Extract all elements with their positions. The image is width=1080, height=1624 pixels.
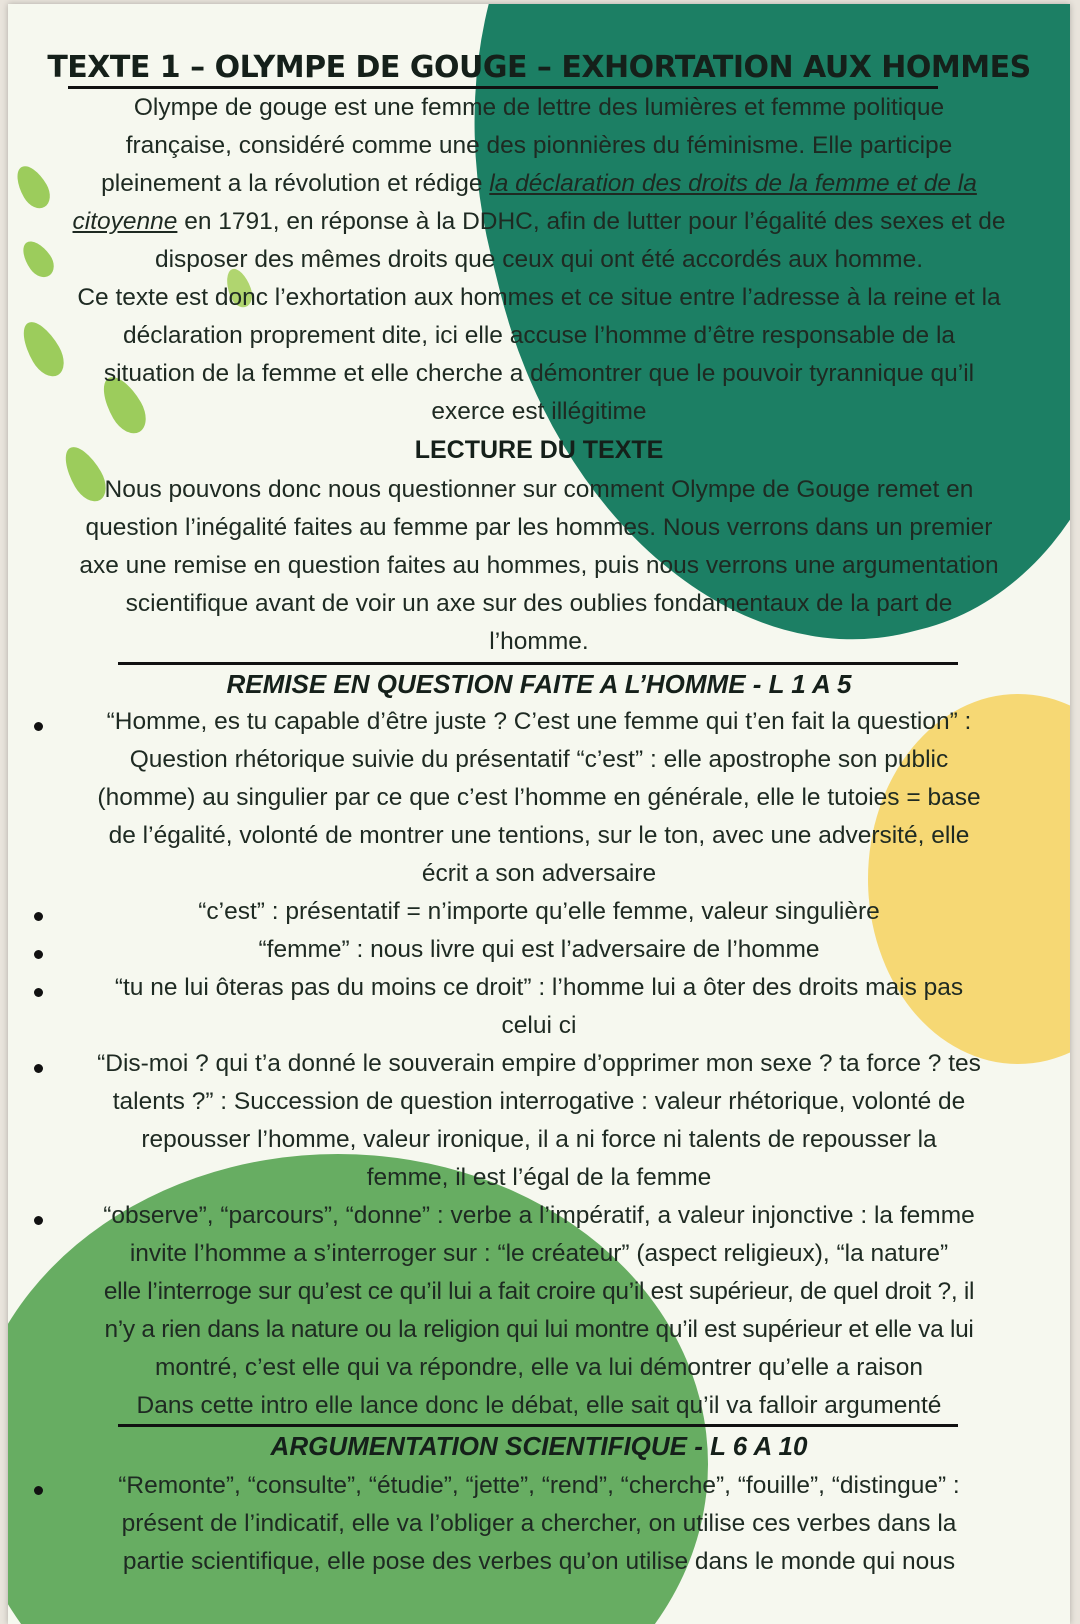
section1-heading: REMISE EN QUESTION FAITE A L’HOMME - L 1 A 5 [226, 669, 852, 699]
closing-line: Dans cette intro elle lance donc le débat, elle sait qu’il va falloir argumenté [136, 1392, 942, 1419]
problem-line: scientifique avant de voir un axe sur des oublies fondamentaux de la part de [125, 590, 953, 617]
intro-line: disposer des mêmes droits que ceux qui ont été accordés aux homme. [154, 246, 924, 273]
bullet-line: femme, il est l’égal de la femme [366, 1164, 712, 1191]
bullet-line: repousser l’homme, valeur ironique, il a ni force ni talents de repousser la [141, 1126, 937, 1153]
intro-line: exerce est illégitime [431, 398, 647, 425]
bullet-line: de l’égalité, volonté de montrer une tentions, sur le ton, avec une adversité, elle [108, 822, 970, 849]
problem-line: Nous pouvons donc nous questionner sur comment Olympe de Gouge remet en [104, 476, 974, 503]
work-title: citoyenne [72, 208, 178, 235]
bullet-line: présent de l’indicatif, elle va l’obliger a chercher, on utilise ces verbes dans la [121, 1510, 957, 1537]
bullet-line: celui ci [501, 1012, 577, 1039]
bullet-line: “Dis-moi ? qui t’a donné le souverain empire d’opprimer mon sexe ? ta force ? tes [97, 1050, 981, 1077]
page-title: TEXTE 1 – OLYMPE DE GOUGE – EXHORTATION AUX HOMMES [47, 50, 1031, 85]
bullet-line: écrit a son adversaire [421, 860, 657, 887]
bullet-line: “c’est” : présentatif = n’importe qu’elle femme, valeur singulière [198, 898, 880, 925]
section-divider [118, 662, 958, 665]
worksheet-page [8, 4, 1070, 1624]
bullet-line: partie scientifique, elle pose des verbes qu’on utilise dans le monde qui nous [122, 1548, 956, 1575]
intro-line: française, considéré comme une des pionnières du féminisme. Elle participe [125, 132, 953, 159]
problem-line: axe une remise en question faites au hommes, puis nous verrons une argumentation [79, 552, 999, 579]
bullet-line: “femme” : nous livre qui est l’adversaire de l’homme [258, 936, 820, 963]
lecture-heading: LECTURE DU TEXTE [414, 436, 664, 464]
bullet-line: “Remonte”, “consulte”, “étudie”, “jette”, “rend”, “cherche”, “fouille”, “distingue” : [118, 1472, 960, 1499]
section2-heading: ARGUMENTATION SCIENTIFIQUE - L 6 A 10 [270, 1431, 808, 1461]
intro-line: Ce texte est donc l’exhortation aux hommes et ce situe entre l’adresse à la reine et la [77, 284, 1001, 311]
bullet-line: n’y a rien dans la nature ou la religion qui lui montre qu’il est supérieur et elle va lui [104, 1316, 974, 1343]
intro-line: Olympe de gouge est une femme de lettre des lumières et femme politique [133, 94, 945, 121]
bullet-line: “observe”, “parcours”, “donne” : verbe a l’impératif, a valeur injonctive : la femme [103, 1202, 975, 1229]
intro-line: déclaration proprement dite, ici elle accuse l’homme d’être responsable de la [122, 322, 956, 349]
intro-line: situation de la femme et elle cherche a démontrer que le pouvoir tyrannique qu’il [103, 360, 975, 387]
bullet-line: (homme) au singulier par ce que c’est l’homme en générale, elle le tutoies = base [97, 784, 981, 811]
bullet-line: “tu ne lui ôteras pas du moins ce droit” : l’homme lui a ôter des droits mais pas [114, 974, 964, 1001]
title-underline [68, 86, 938, 89]
document-content [8, 4, 1070, 1624]
bullet-line: invite l’homme a s’interroger sur : “le créateur” (aspect religieux), “la nature” [129, 1240, 949, 1267]
work-title: la déclaration des droits de la femme et de la [489, 170, 977, 197]
bullet-line: montré, c’est elle qui va répondre, elle va lui démontrer qu’elle a raison [154, 1354, 924, 1381]
bullet-line: talents ?” : Succession de question interrogative : valeur rhétorique, volonté de [112, 1088, 966, 1115]
bullet-line: elle l’interroge sur qu’est ce qu’il lui a fait croire qu’il est supérieur, de quel droit ?, il [103, 1278, 975, 1305]
intro-line: pleinement a la révolution et rédige la déclaration des droits de la femme et de la [101, 170, 977, 197]
bullet-line: “Homme, es tu capable d’être juste ? C’est une femme qui t’en fait la question” : [106, 708, 972, 735]
problem-line: question l’inégalité faites au femme par les hommes. Nous verrons dans un premier [85, 514, 993, 541]
intro-line: citoyenne en 1791, en réponse à la DDHC, afin de lutter pour l’égalité des sexes et de [72, 208, 1006, 235]
bullet-line: Question rhétorique suivie du présentatif “c’est” : elle apostrophe son public [129, 746, 949, 773]
section-divider [118, 1424, 958, 1427]
problem-line: l’homme. [489, 628, 589, 655]
